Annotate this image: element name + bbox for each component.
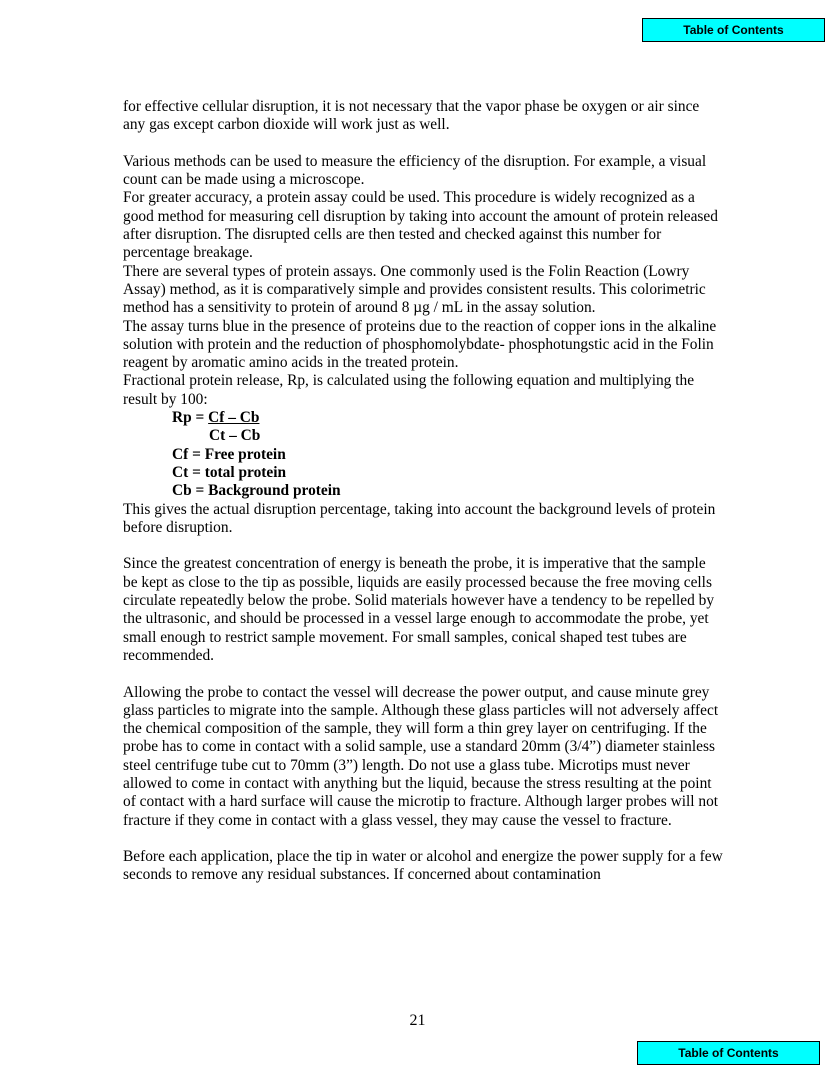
table-of-contents-button-bottom[interactable]: Table of Contents [637, 1041, 820, 1065]
spacer [123, 830, 723, 848]
definition-background-protein: Cb = Background protein [172, 482, 341, 500]
paragraph-fractional-release: Fractional protein release, Rp, is calculated using the following equation and multiplying the result by 100: [123, 372, 695, 408]
paragraph-vapor-phase: for effective cellular disruption, it is not necessary that the vapor phase be oxygen or air since any gas except carbon dioxide will work just as well. [123, 98, 700, 134]
paragraph-assay-color: The assay turns blue in the presence of proteins due to the reaction of copper ions in the alkaline solution with protein and the reduction of phosphomolybdate- phosphotungstic acid in the Folin reagent by aromatic amino acids in the treated protein. [123, 317, 717, 372]
spacer [123, 665, 723, 683]
paragraph-before-application: Before each application, place the tip in water or alcohol and energize the power supply for a few seconds to remove any residual substances. If concerned about contamination [123, 848, 723, 884]
page-body [123, 98, 723, 885]
table-of-contents-button-top[interactable]: Table of Contents [642, 18, 825, 42]
paragraph-probe-contact: Allowing the probe to contact the vessel will decrease the power output, and cause minute grey glass particles to migrate into the sample. Although these glass particles will not adversely affect the chemical composition of the sample, they will form a thin grey layer on centrifuging. If the probe has to come in contact with a solid sample, use a standard 20mm (3/4”) diameter stainless steel centrifuge tube cut to 70mm (3”) length. Do not use a glass tube. Microtips must never allowed to come in contact with anything but the liquid, because the stress resulting at the point of contact with a hard surface will cause the microtip to fracture. Although larger probes will not fracture if they come in contact with a glass vessel, they may cause the vessel to fracture. [123, 683, 719, 829]
paragraph-protein-assay: For greater accuracy, a protein assay could be used. This procedure is widely recognized as a good method for measuring cell disruption by taking into account the amount of protein released after disruption. The disrupted cells are then tested and checked against this number for percentage breakage. [123, 189, 718, 262]
spacer [123, 537, 723, 555]
equation-line [123, 409, 723, 427]
paragraph-disruption-percentage: This gives the actual disruption percentage, taking into account the background levels of protein before disruption. [123, 500, 716, 536]
paragraph-assay-types: There are several types of protein assays. One commonly used is the Folin Reaction (Lowry Assay) method, as it is comparatively simple and provides consistent results. This colorimetric method has a sensitivity to protein of around 8 µg / mL in the assay solution. [123, 262, 706, 317]
equation-lhs: Rp = [172, 409, 209, 427]
equation-numerator: Cf – Cb [208, 409, 260, 427]
spacer [123, 135, 723, 153]
paragraph-measurement-methods: Various methods can be used to measure the efficiency of the disruption. For example, a visual count can be made using a microscope. [123, 152, 707, 189]
definition-free-protein: Cf = Free protein [172, 445, 286, 463]
equation-denominator: Ct – Cb [209, 427, 261, 445]
definition-total-protein: Ct = total protein [172, 463, 287, 481]
page-number: 21 [409, 1012, 426, 1029]
paragraph-energy-concentration: Since the greatest concentration of energy is beneath the probe, it is imperative that the sample be kept as close to the tip as possible, liquids are easily processed because the free moving cells circulate repeatedly below the probe. Solid materials however have a tendency to be repelled by the ultrasonic, and should be processed in a vessel large enough to accommodate the probe, yet small enough to restrict sample movement. For small samples, conical shaped test tubes are recommended. [123, 555, 715, 664]
